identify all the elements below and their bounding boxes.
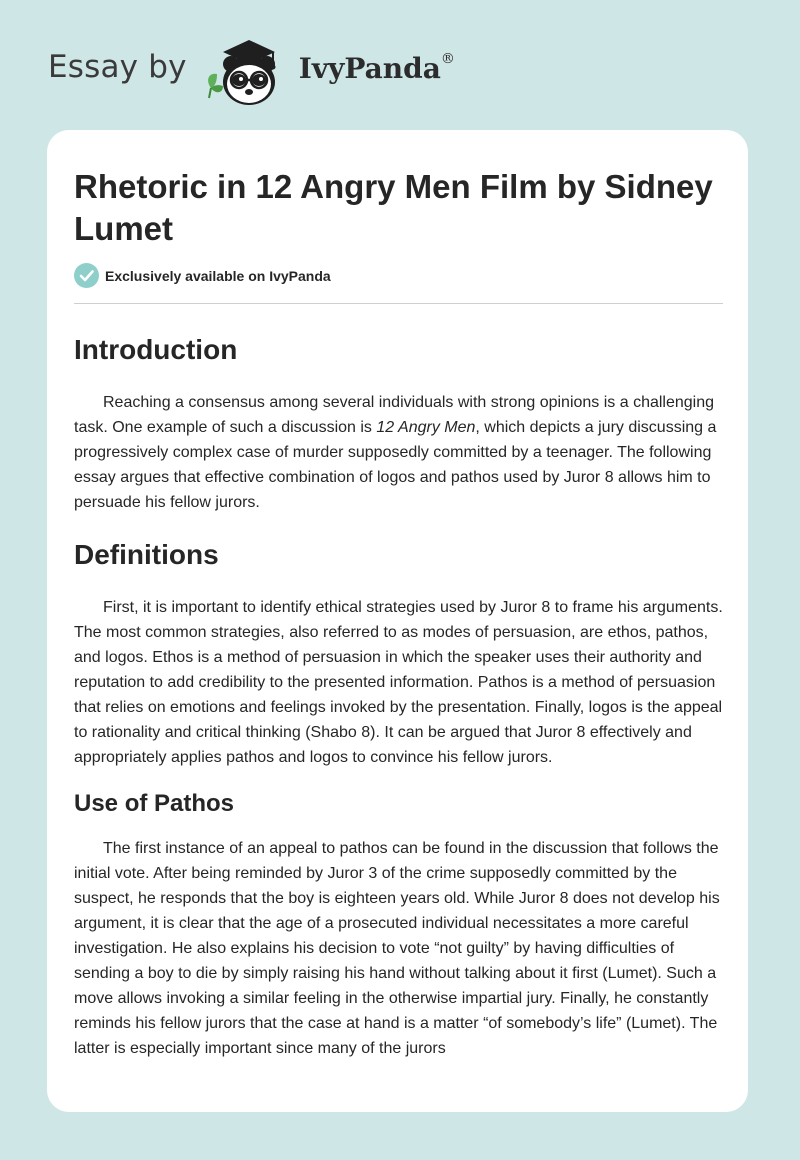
registered-mark: ®: [440, 51, 455, 68]
paragraph-text: Reaching a consensus among several individuals with strong opinions is a challenging task. One example of such a discussion is: [74, 394, 715, 436]
section-definitions: [74, 531, 723, 770]
brand-text: IvyPanda: [298, 51, 441, 85]
panda-graduate-icon[interactable]: [201, 30, 293, 110]
exclusive-badge-text: Exclusively available on IvyPanda: [105, 267, 331, 284]
section-heading: Introduction: [74, 334, 238, 365]
section-use-of-pathos: [74, 784, 723, 1061]
article-body: [74, 320, 723, 1061]
page-title: Rhetoric in 12 Angry Men Film by Sidney Lumet: [74, 168, 713, 247]
check-circle-icon: [74, 263, 99, 288]
essay-by-label: Essay by: [48, 49, 187, 85]
divider: [74, 303, 723, 304]
essay-card: [47, 130, 748, 1112]
paragraph-text: , which depicts a jury discussing a progressively complex case of murder supposedly committed by a teenager. The following essay argues that effective combination of logos and pathos used by Juror 8 allows him to persuade his fellow jurors.: [74, 419, 717, 511]
site-header: [48, 30, 455, 110]
brand-name[interactable]: [299, 52, 455, 85]
paragraph: The first instance of an appeal to pathos can be found in the discussion that follows the initial vote. After being reminded by Juror 3 of the crime supposedly committed by the suspect, he responds that the boy is eighteen years old. While Juror 8 does not develop his argument, it is clear that the age of a prosecuted individual necessitates a more careful investigation. He also explains his decision to vote “not guilty” by having difficulties of sending a boy to die by simply raising his hand without talking about it first (Lumet). Such a move allows invoking a similar feeling in the otherwise impartial jury. Finally, he constantly reminds his fellow jurors that the case at hand is a matter “of somebody’s life” (Lumet). The latter is especially important since many of the jurors: [74, 840, 720, 1057]
section-introduction: [74, 326, 723, 515]
paragraph: First, it is important to identify ethical strategies used by Juror 8 to frame his arguments. The most common strategies, also referred to as modes of persuasion, are ethos, pathos, and logos. Ethos is a method of persuasion in which the speaker uses their authority and reputation to add credibility to the presented information. Pathos is a method of persuasion that relies on emotions and feelings invoked by the presentation. Finally, logos is the appeal to rationality and critical thinking (Shabo 8). It can be argued that Juror 8 effectively and appropriately applies pathos and logos to convince his fellow jurors.: [74, 599, 723, 766]
section-subheading: Use of Pathos: [74, 790, 235, 817]
section-heading: Definitions: [74, 539, 219, 570]
film-title: 12 Angry Men: [376, 419, 476, 436]
paragraph: [74, 390, 723, 515]
exclusive-badge: [74, 263, 331, 288]
